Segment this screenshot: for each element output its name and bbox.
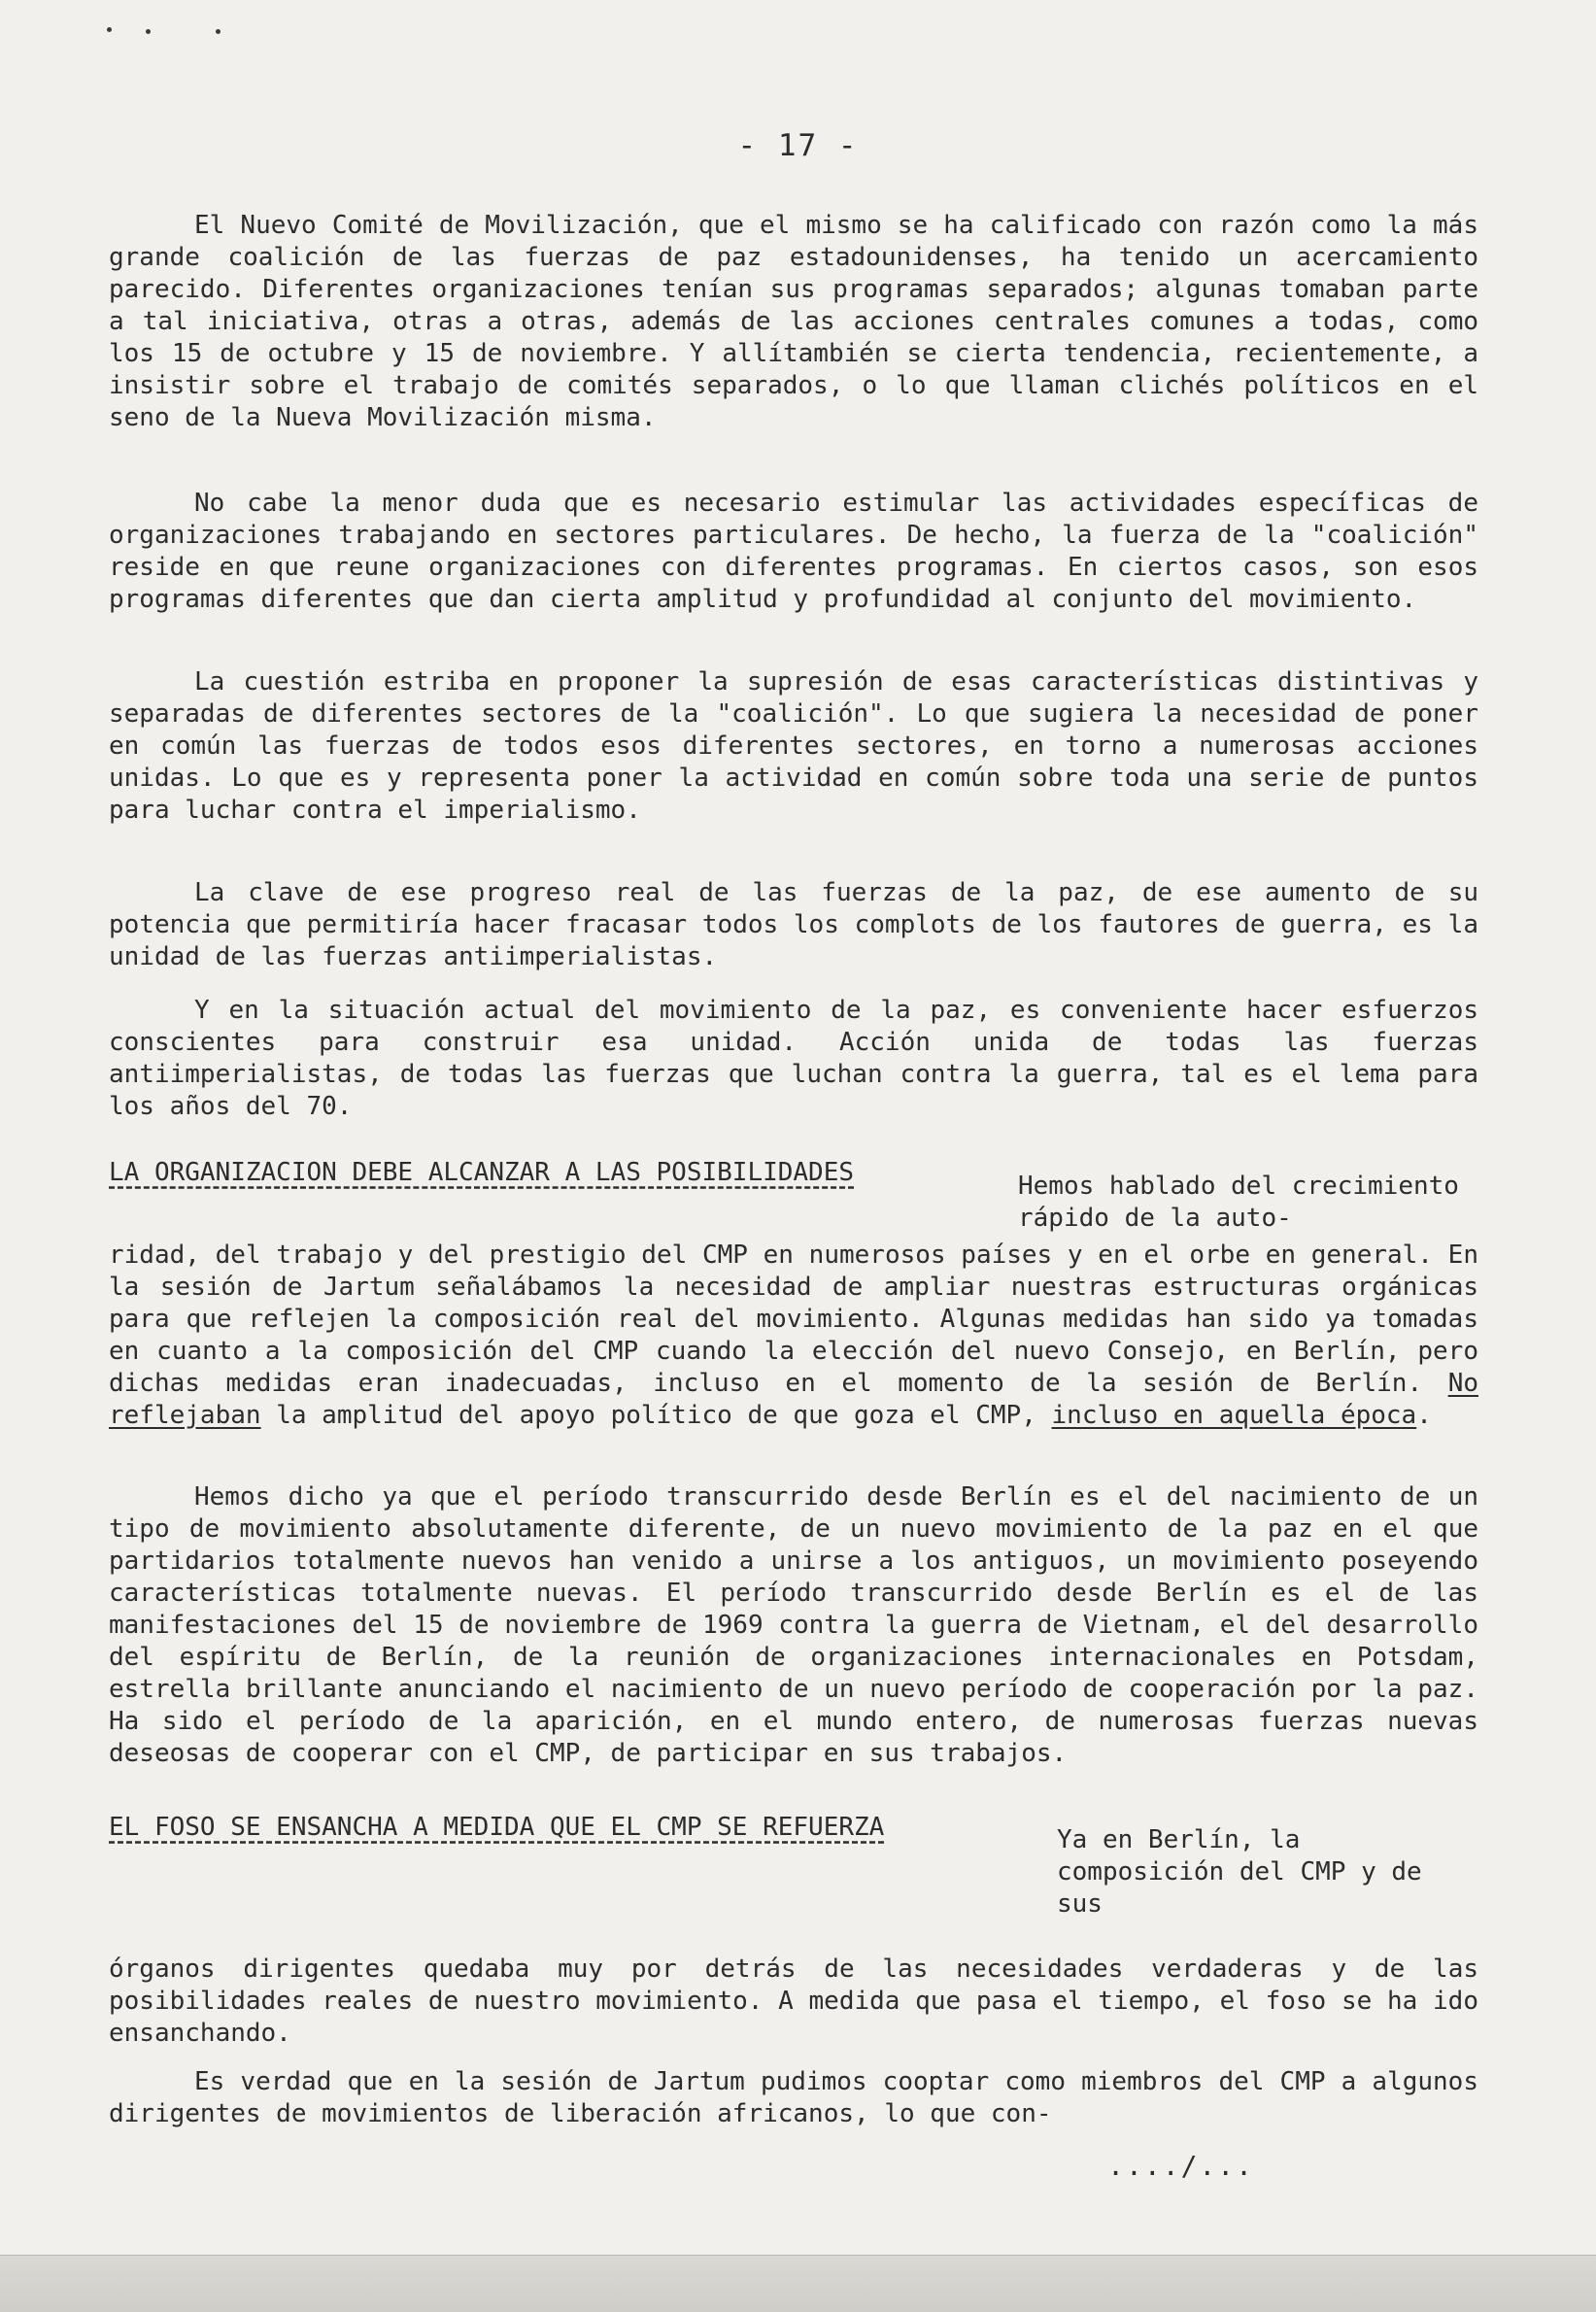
paragraph-5-block [109, 995, 1478, 1123]
scan-bottom-edge [0, 2255, 1596, 2312]
paragraph-text: ridad, del trabajo y del prestigio del CMP en numerosos países y en el orbe en general. En la sesión de Jartum señalábamos la necesidad de ampliar nuestras estructuras orgánicas para que reflejen la composición real del movimiento. Algunas medidas han sido ya tomadas en cuanto a la composición del CMP cuando la elección del nuevo Consejo, en Berlín, pero dichas medidas eran inadecuadas, incluso en el momento de la sesión de Berlín. [109, 1241, 1478, 1398]
paragraph: Hemos dicho ya que el período transcurrido desde Berlín es el del nacimiento de un tipo de movimiento absolutamente diferente, de un nuevo movimiento de la paz en el que partidarios totalmente nuevos han venido a unirse a los antiguos, un movimiento poseyendo características totalmente nuevas. El período transcurrido desde Berlín es el de las manifestaciones del 15 de noviembre de 1969 contra la guerra de Vietnam, el del desarrollo del espíritu de Berlín, de la reunión de organizaciones internacionales en Potsdam, estrella brillante anunciando el nacimiento de un nuevo período de cooperación por la paz. Ha sido el período de la aparición, en el mundo entero, de numerosas fuerzas nuevas deseosas de cooperar con el CMP, de participar en sus trabajos. [109, 1482, 1478, 1768]
scan-speck [146, 29, 151, 34]
paragraph: Es verdad que en la sesión de Jartum pudimos cooptar como miembros del CMP a algunos dirigentes de movimientos de liberación africanos, lo que con- [109, 2067, 1478, 2128]
continuation-marker: ..../... [1107, 2150, 1254, 2182]
underlined-text: incluso en aquella época [1051, 1401, 1417, 1430]
paragraph: La cuestión estriba en proponer la supresión de esas características distintivas y separadas de diferentes sectores de la "coalición". Lo que sugiera la necesidad de poner en común las fuerzas de todos esos diferentes sectores, en torno a numerosas acciones unidas. Lo que es y representa poner la actividad en común sobre toda una serie de puntos para luchar contra el imperialismo. [109, 667, 1478, 825]
section-heading-foso: EL FOSO SE ENSANCHA A MEDIDA QUE EL CMP SE REFUERZA [109, 1813, 885, 1842]
section-heading-side-text: Hemos hablado del crecimiento rápido de la auto- [1018, 1172, 1459, 1233]
page-number: - 17 - [737, 128, 859, 163]
paragraph: La clave de ese progreso real de las fuerzas de la paz, de ese aumento de su potencia que permitiría hacer fracasar todos los complots de los fautores de guerra, es la unidad de las fuerzas antiimperialistas. [109, 878, 1478, 971]
paragraph: El Nuevo Comité de Movilización, que el mismo se ha calificado con razón como la más grande coalición de las fuerzas de paz estadounidenses, ha tenido un acercamiento parecido. Diferentes organizaciones tenían sus programas separados; algunas tomaban parte a tal iniciativa, otras a otras, además de las acciones centrales comunes a todas, como los 15 de octubre y 15 de noviembre. Y allítambién se cierta tendencia, recientemente, a insistir sobre el trabajo de comités separados, o lo que llaman clichés políticos en el seno de la Nueva Movilización misma. [109, 211, 1478, 432]
paragraph-9-block [109, 2066, 1478, 2130]
paragraph: No cabe la menor duda que es necesario estimular las actividades específicas de organizaciones trabajando en sectores particulares. De hecho, la fuerza de la "coalición" reside en que reune organizaciones con diferentes programas. En ciertos casos, son esos programas diferentes que dan cierta amplitud y profundidad al conjunto del movimiento. [109, 489, 1478, 614]
paragraph-text: . [1416, 1401, 1432, 1430]
paragraph-8-block [109, 1954, 1478, 2050]
paragraph [109, 1240, 1478, 1432]
paragraph: órganos dirigentes quedaba muy por detrás de las necesidades verdaderas y de las posibilidades reales de nuestro movimiento. A medida que pasa el tiempo, el foso se ha ido ensanchando. [109, 1955, 1478, 2048]
paragraph: Y en la situación actual del movimiento de la paz, es conveniente hacer esfuerzos conscientes para construir esa unidad. Acción unida de todas las fuerzas antiimperialistas, de todas las fuerzas que luchan contra la guerra, tal es el lema para los años del 70. [109, 996, 1478, 1121]
paragraph-1-block [109, 210, 1478, 434]
paragraph-4-block [109, 877, 1478, 973]
section-heading-side-text: Ya en Berlín, la composición del CMP y de sus [1057, 1825, 1422, 1919]
section-heading-organizacion: LA ORGANIZACION DEBE ALCANZAR A LAS POSIBILIDADES [109, 1158, 855, 1187]
scan-speck [107, 27, 112, 32]
scan-speck [216, 29, 221, 34]
paragraph-6-block [109, 1240, 1478, 1432]
paragraph-3-block [109, 666, 1478, 827]
paragraph-text: la amplitud del apoyo político de que goza el CMP, [260, 1401, 1052, 1430]
paragraph-2-block [109, 488, 1478, 616]
paragraph-7-block [109, 1481, 1478, 1770]
underlined-text: No reflejaban [109, 1369, 1478, 1430]
